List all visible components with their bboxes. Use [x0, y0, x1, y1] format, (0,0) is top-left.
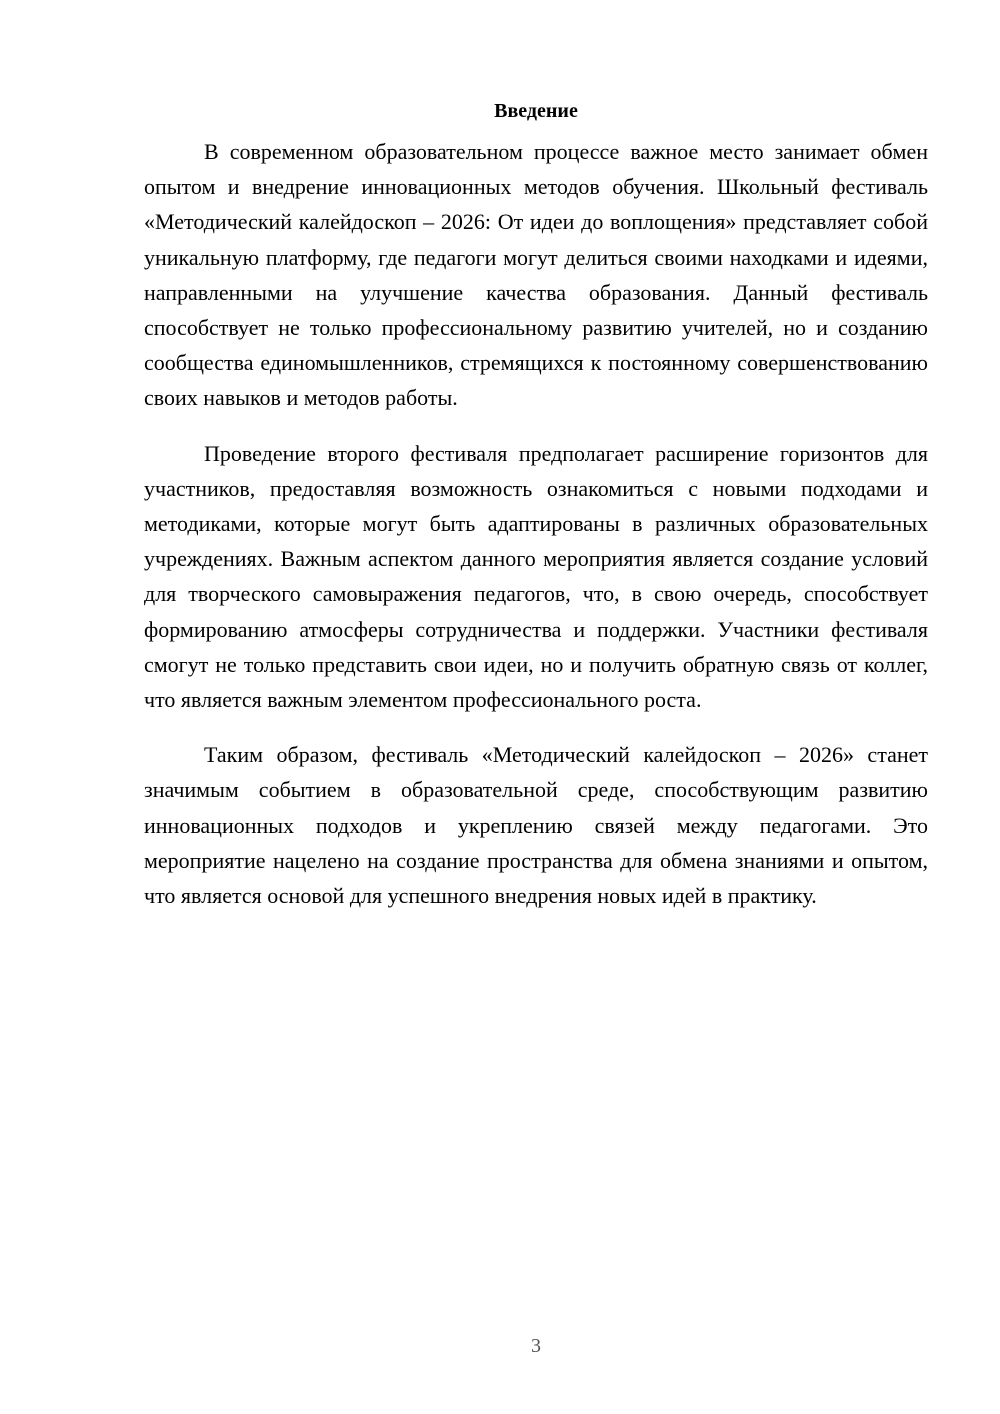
section-heading: Введение: [494, 100, 578, 122]
page-content: [144, 96, 928, 933]
paragraph-2: Проведение второго фестиваля предполагает расширение горизонтов для участников, предоставляя возможность ознакомиться с новыми подходами и методиками, которые могут быть адаптированы в различных образовательных учреждениях. Важным аспектом данного мероприятия является создание условий для творческого самовыражения педагогов, что, в свою очередь, способствует формированию атмосферы сотрудничества и поддержки. Участники фестиваля смогут не только представить свои идеи, но и получить обратную связь от коллег, что является важным элементом профессионального роста.: [144, 440, 928, 713]
paragraph-3: Таким образом, фестиваль «Методический калейдоскоп – 2026» станет значимым событием в образовательной среде, способствующим развитию инновационных подходов и укреплению связей между педагогами. Это мероприятие нацелено на создание пространства для обмена знаниями и опытом, что является основой для успешного внедрения новых идей в практику.: [144, 742, 928, 909]
page-number: 3: [531, 1335, 541, 1357]
paragraph-1: В современном образовательном процессе важное место занимает обмен опытом и внедрение инновационных методов обучения. Школьный фестиваль «Методический калейдоскоп – 2026: От идеи до воплощения» представляет собой уникальную платформу, где педагоги могут делиться своими находками и идеями, направленными на улучшение качества образования. Данный фестиваль способствует не только профессиональному развитию учителей, но и созданию сообщества единомышленников, стремящихся к постоянному совершенствованию своих навыков и методов работы.: [144, 139, 928, 411]
